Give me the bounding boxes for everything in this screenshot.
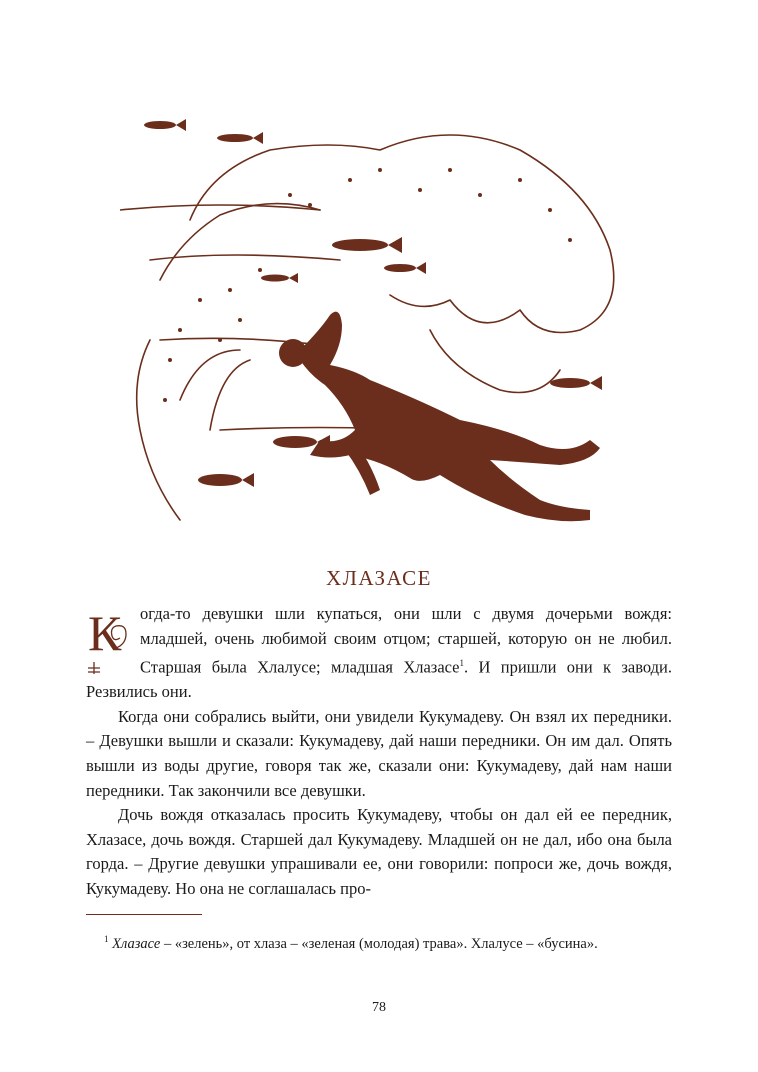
footnote-rule [86,914,202,915]
paragraph-1 [86,602,672,705]
chapter-title: ХЛАЗАСЕ [325,566,433,590]
illustration-girl-swimming-with-fish [120,100,640,540]
paragraph-2: Когда они собрались выйти, они увидели Кукумадеву. Он взял их передники. – Девушки вышли и сказали: Кукумадеву, дай наши передники. Он им дал. Опять вышли из воды другие, говоря так же, сказали они: Кукумадеву, дай нам наши передники. Так закончили все девушки. [86,706,672,800]
body-text [86,602,672,902]
paragraph-3: Дочь вождя отказалась просить Кукумадеву, чтобы он дал ей ее передник, Хлазасе, дочь вождя. Старшей дал Кукумадеву. Младшей он не дал, ибо она была горда. – Другие девушки упрашивали ее, они говорили: попроси же, дочь вождя, Кукумадеву. Но она не соглашалась про- [86,805,672,899]
page-number: 78 [372,1000,386,1015]
paragraph-1-text: огда-то девушки шли купаться, они шли с двумя дочерьми вождя: младшей, очень любимой своим отцом; старшей, которую он не любил. Старшая была Хлалусе; младшая Хлазасе [140,604,672,677]
footnote-ref: 1 [459,658,465,669]
footnote-term: Хлазасе [112,935,161,952]
footnote [86,928,672,955]
footnote-marker: 1 [104,934,109,944]
paragraph-1-tail: . И пришли они к заводи. Резвились они. [86,657,673,702]
footnote-text: – «зелень», от хлаза – «зеленая (молодая) трава». Хлалусе – «бусина». [160,935,598,952]
svg-text:К: К [88,605,122,661]
dropcap-letter-k [86,604,132,676]
